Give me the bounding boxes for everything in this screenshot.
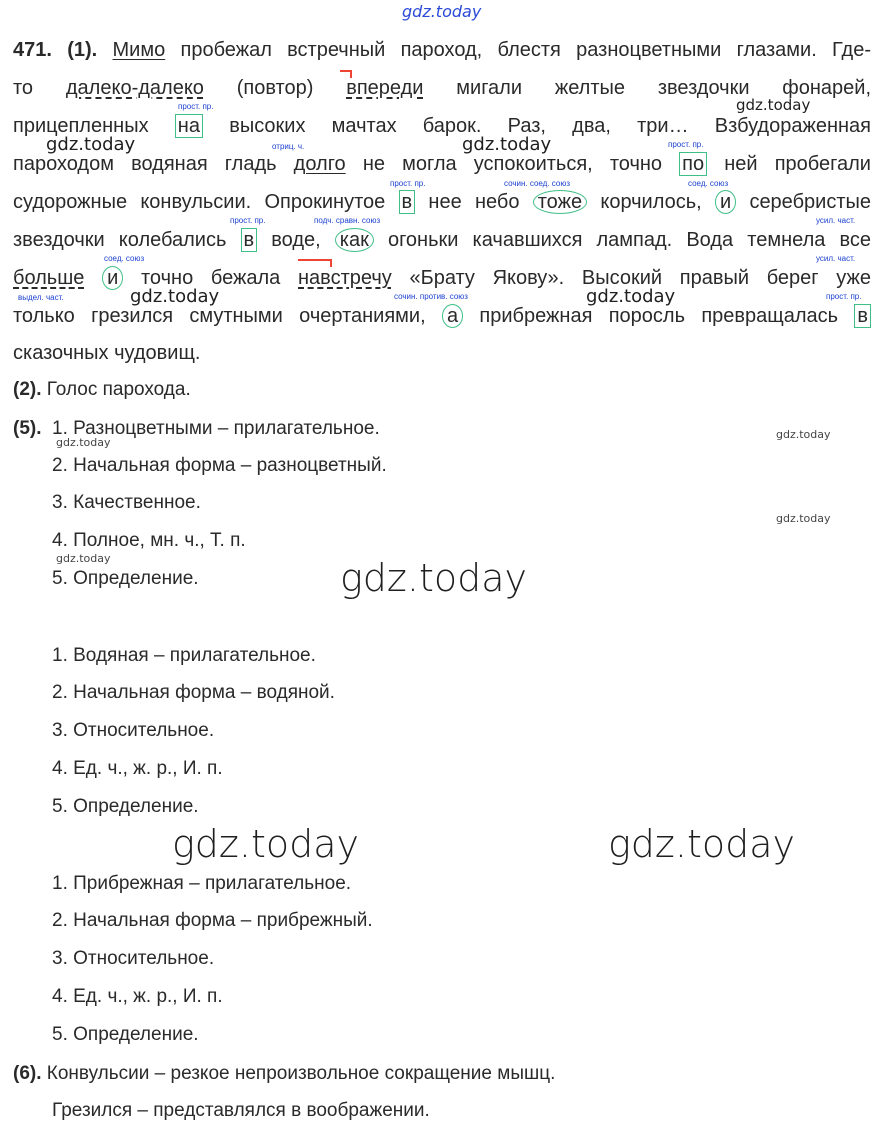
- block2-item-2: 2. Начальная форма – водяной.: [52, 682, 335, 703]
- block2-item-1: 1. Водяная – прилагательное.: [52, 645, 316, 666]
- part-2-label: (2).: [13, 379, 42, 400]
- part-6-line-1: Конвульсии – резкое непроизвольное сокращение мышц.: [46, 1063, 556, 1084]
- word-a: а: [442, 304, 463, 328]
- word-dolgo: долго: [293, 153, 346, 175]
- word-na: на: [175, 114, 203, 138]
- block3-item-1: 1. Прибрежная – прилагательное.: [52, 873, 352, 894]
- line-4b-text: не могла успокоиться, точно: [362, 153, 663, 175]
- part-1-label: (1).: [67, 39, 98, 61]
- line-9-text: сказочных чудовищ.: [13, 342, 201, 364]
- part-5-label-text: (5).: [13, 418, 42, 439]
- word-bolshe: больше: [13, 267, 85, 289]
- watermark: gdz.today: [56, 552, 111, 565]
- annotation-vse: усил. част.: [816, 216, 856, 225]
- line-5a-text: судорожные конвульсии. Опрокинутое: [13, 191, 386, 213]
- watermark: gdz.today: [56, 436, 111, 449]
- annotation-v3: прост. пр.: [826, 292, 862, 301]
- line-7b-text: «Брату Якову». Высокий правый берег уже: [409, 267, 872, 289]
- word-navstrechu: навстречу: [298, 267, 392, 289]
- annotation-tolko: выдел. част.: [18, 293, 64, 302]
- paragraph-line-6: [13, 228, 871, 252]
- annotation-dolgo: отриц. ч.: [272, 142, 305, 151]
- word-mimo: Мимо: [112, 39, 166, 61]
- block1-item-5: 5. Определение.: [52, 568, 199, 589]
- paragraph-line-4: [13, 152, 871, 176]
- paragraph-line-1: [13, 38, 871, 62]
- annotation-na: прост. пр.: [178, 102, 214, 111]
- annotation-a: сочин. против. союз: [394, 292, 468, 301]
- line-6c-text: огоньки качавшихся лампад. Вода темнела все: [387, 229, 871, 251]
- line-4a-text: пароходом водяная гладь: [13, 153, 277, 175]
- line-5b-text: нее небо: [428, 191, 520, 213]
- annotation-uzhe: усил. част.: [816, 254, 856, 263]
- block3-item-4: 4. Ед. ч., ж. р., И. п.: [52, 986, 223, 1007]
- word-tozhe: тоже: [533, 190, 587, 214]
- part-6-label: (6).: [13, 1063, 42, 1084]
- line-8a-text: только грезился смутными очертаниями,: [13, 305, 426, 327]
- part-2: [13, 379, 191, 401]
- block2-item-5: 5. Определение.: [52, 796, 199, 817]
- block1-item-1: 1. Разноцветными – прилагательное.: [52, 418, 380, 439]
- watermark: gdz.today: [46, 134, 136, 155]
- top-watermark: gdz.today: [402, 2, 482, 21]
- word-povtor: (повтор): [236, 77, 314, 99]
- block3-item-2: 2. Начальная форма – прибрежный.: [52, 910, 373, 931]
- watermark: gdz.today: [462, 134, 552, 155]
- part-6-line-2: Грезился – представлялся в воображении.: [52, 1100, 430, 1121]
- watermark-large: gdz.today: [172, 822, 359, 866]
- paragraph-line-8: [13, 304, 871, 328]
- watermark-large: gdz.today: [608, 822, 795, 866]
- task-number: 471.: [13, 39, 52, 61]
- word-vperedi: впереди: [346, 77, 424, 99]
- line-6b-text: воде,: [271, 229, 321, 251]
- watermark: gdz.today: [776, 512, 831, 525]
- paragraph-line-9: [13, 341, 871, 365]
- word-po: по: [679, 152, 707, 176]
- block2-item-3: 3. Относительное.: [52, 720, 215, 741]
- word-v-2: в: [241, 228, 258, 252]
- watermark: gdz.today: [776, 428, 831, 441]
- annotation-kak: подч. сравн. союз: [314, 216, 381, 225]
- part-6: [13, 1063, 555, 1085]
- line-8b-text: прибрежная поросль превращалась: [479, 305, 839, 327]
- watermark-large: gdz.today: [340, 556, 527, 600]
- annotation-i2: соед. союз: [104, 254, 145, 263]
- word-daleko: далеко-далеко: [65, 77, 204, 99]
- part-5-label: [13, 418, 42, 440]
- line-5d-text: серебристые: [749, 191, 871, 213]
- word-kak: как: [335, 228, 374, 252]
- line-3a-text: прицепленных: [13, 115, 149, 137]
- line-6a-text: звездочки колебались: [13, 229, 227, 251]
- word-i-1: и: [715, 190, 736, 214]
- line-5c-text: корчилось,: [600, 191, 702, 213]
- watermark: gdz.today: [586, 286, 676, 307]
- annotation-v1: прост. пр.: [390, 179, 426, 188]
- word-v-3: в: [854, 304, 871, 328]
- annotation-tozhe: сочин. соед. союз: [504, 179, 570, 188]
- annotation-i1: соед. союз: [688, 179, 729, 188]
- line-4c-text: ней пробегали: [724, 153, 871, 175]
- part-2-text: Голос парохода.: [46, 379, 191, 400]
- watermark: gdz.today: [130, 286, 220, 307]
- annotation-po: прост. пр.: [668, 140, 704, 149]
- block3-item-5: 5. Определение.: [52, 1024, 199, 1045]
- line-2-text: мигали желтые звездочки фонарей,: [456, 77, 872, 99]
- word-to: то: [13, 77, 34, 99]
- paragraph-line-3: [13, 114, 871, 138]
- line-7a-text: точно бежала: [140, 267, 281, 289]
- block1-item-3: 3. Качественное.: [52, 492, 201, 513]
- word-v-1: в: [399, 190, 416, 214]
- block1-item-4: 4. Полное, мн. ч., Т. п.: [52, 530, 246, 551]
- watermark-small: gdz.today: [736, 96, 811, 114]
- annotation-v2: прост. пр.: [230, 216, 266, 225]
- line-1-text: пробежал встречный пароход, блестя разноцветными глазами. Где-: [180, 39, 871, 61]
- block2-item-4: 4. Ед. ч., ж. р., И. п.: [52, 758, 223, 779]
- line-3b-text: высоких мачтах барок. Раз, два, три… Взбудораженная: [229, 115, 872, 137]
- paragraph-line-5: [13, 190, 871, 214]
- block1-item-2: 2. Начальная форма – разноцветный.: [52, 455, 387, 476]
- block3-item-3: 3. Относительное.: [52, 948, 215, 969]
- word-i-2: и: [102, 266, 123, 290]
